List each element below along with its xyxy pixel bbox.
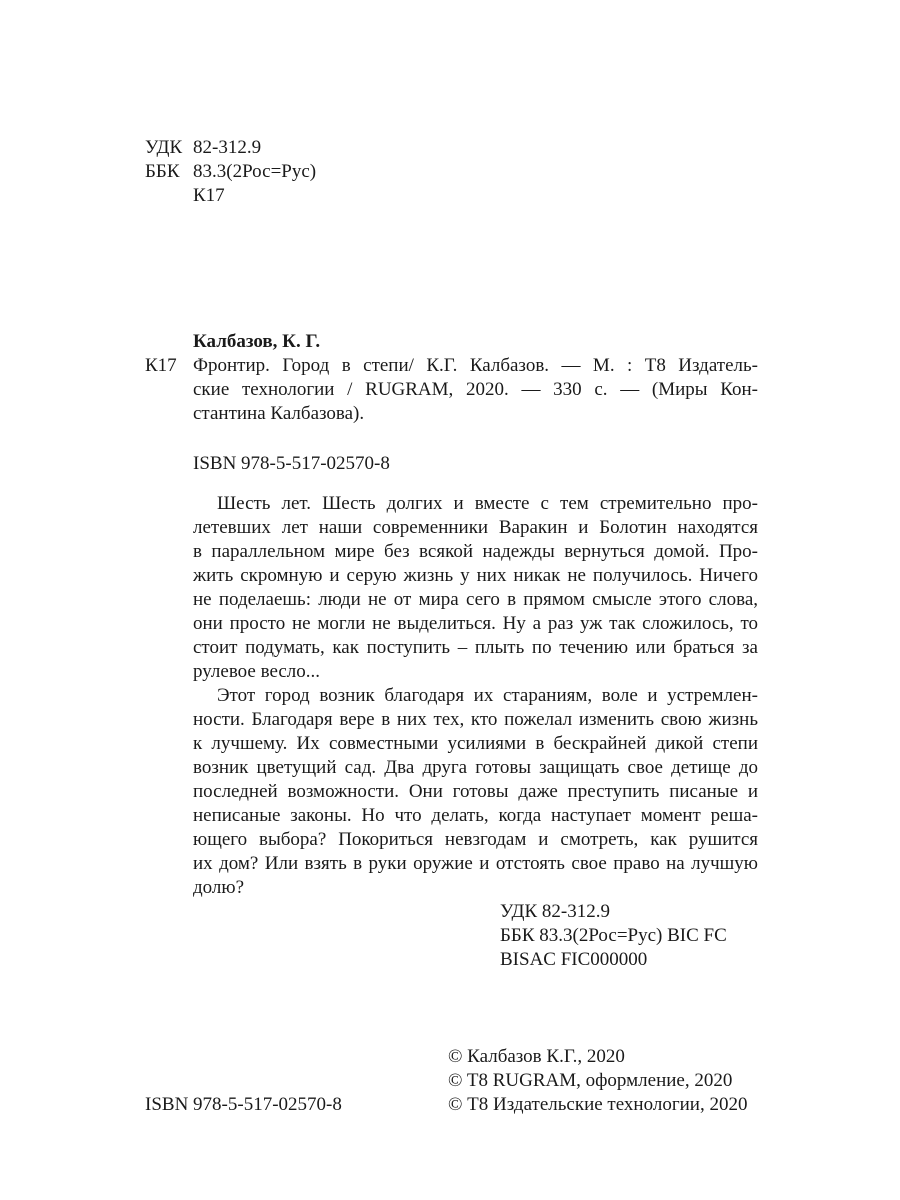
- annotation-line: не поделаешь: люди не от мира сего в прямом смысле этого слова,: [193, 589, 758, 610]
- footer-udk: УДК 82-312.9: [500, 901, 610, 922]
- annotation-line: они просто не могли не выделиться. Ну а раз уж так сложилось, то: [193, 613, 758, 634]
- annotation-line: рулевое весло...: [193, 661, 321, 682]
- copyright-design: © T8 RUGRAM, оформление, 2020: [448, 1070, 733, 1091]
- copyright-author: © Калбазов К.Г., 2020: [448, 1046, 625, 1067]
- annotation-line: летевших лет наши современники Варакин и Болотин находятся: [193, 517, 758, 538]
- annotation-line: ности. Благодаря вере в них тех, кто пожелал изменить свою жизнь: [193, 709, 758, 730]
- annotation-line: стоит подумать, как поступить – плыть по течению или браться за: [193, 637, 758, 658]
- annotation-line: к лучшему. Их совместными усилиями в бескрайней дикой степи: [193, 733, 758, 754]
- entry-isbn: ISBN 978-5-517-02570-8: [193, 453, 390, 474]
- annotation-line: жить скромную и серую жизнь у них никак не получилось. Ничего: [193, 565, 758, 586]
- annotation-line: их дом? Или взять в руки оружие и отстоять свое право на лучшую: [193, 853, 758, 874]
- annotation-line: Шесть лет. Шесть долгих и вместе с тем стремительно про-: [217, 493, 758, 514]
- entry-line: Фронтир. Город в степи/ К.Г. Калбазов. — М. : Т8 Издатель-: [193, 355, 758, 376]
- udk-value: 82-312.9: [193, 137, 262, 158]
- copyright-publisher: © Т8 Издательские технологии, 2020: [448, 1094, 748, 1115]
- annotation-line: последней возможности. Они готовы даже преступить писаные и: [193, 781, 758, 802]
- bbk-label: ББК: [145, 161, 180, 182]
- footer-bbk: ББК 83.3(2Рос=Рус) BIC FC: [500, 925, 727, 946]
- annotation-line: неписаные законы. Но что делать, когда наступает момент реша-: [193, 805, 758, 826]
- udk-label: УДК: [145, 137, 183, 158]
- entry-line: стантина Калбазова).: [193, 403, 365, 424]
- annotation-line: долю?: [193, 877, 245, 898]
- isbn-bottom: ISBN 978-5-517-02570-8: [145, 1094, 342, 1115]
- entry-line: ские технологии / RUGRAM, 2020. — 330 с. — (Миры Кон-: [193, 379, 758, 400]
- author-mark: К17: [193, 185, 225, 206]
- bbk-value: 83.3(2Рос=Рус): [193, 161, 317, 182]
- annotation-line: в параллельном мире без всякой надежды вернуться домой. Про-: [193, 541, 758, 562]
- entry-code: К17: [145, 355, 177, 376]
- annotation-line: Этот город возник благодаря их стараниям, воле и устремлен-: [217, 685, 758, 706]
- annotation-line: возник цветущий сад. Два друга готовы защищать свое детище до: [193, 757, 758, 778]
- annotation-line: ющего выбора? Покориться невзгодам и смотреть, как рушится: [193, 829, 758, 850]
- entry-author: Калбазов, К. Г.: [193, 331, 321, 352]
- footer-bisac: BISAC FIC000000: [500, 949, 648, 970]
